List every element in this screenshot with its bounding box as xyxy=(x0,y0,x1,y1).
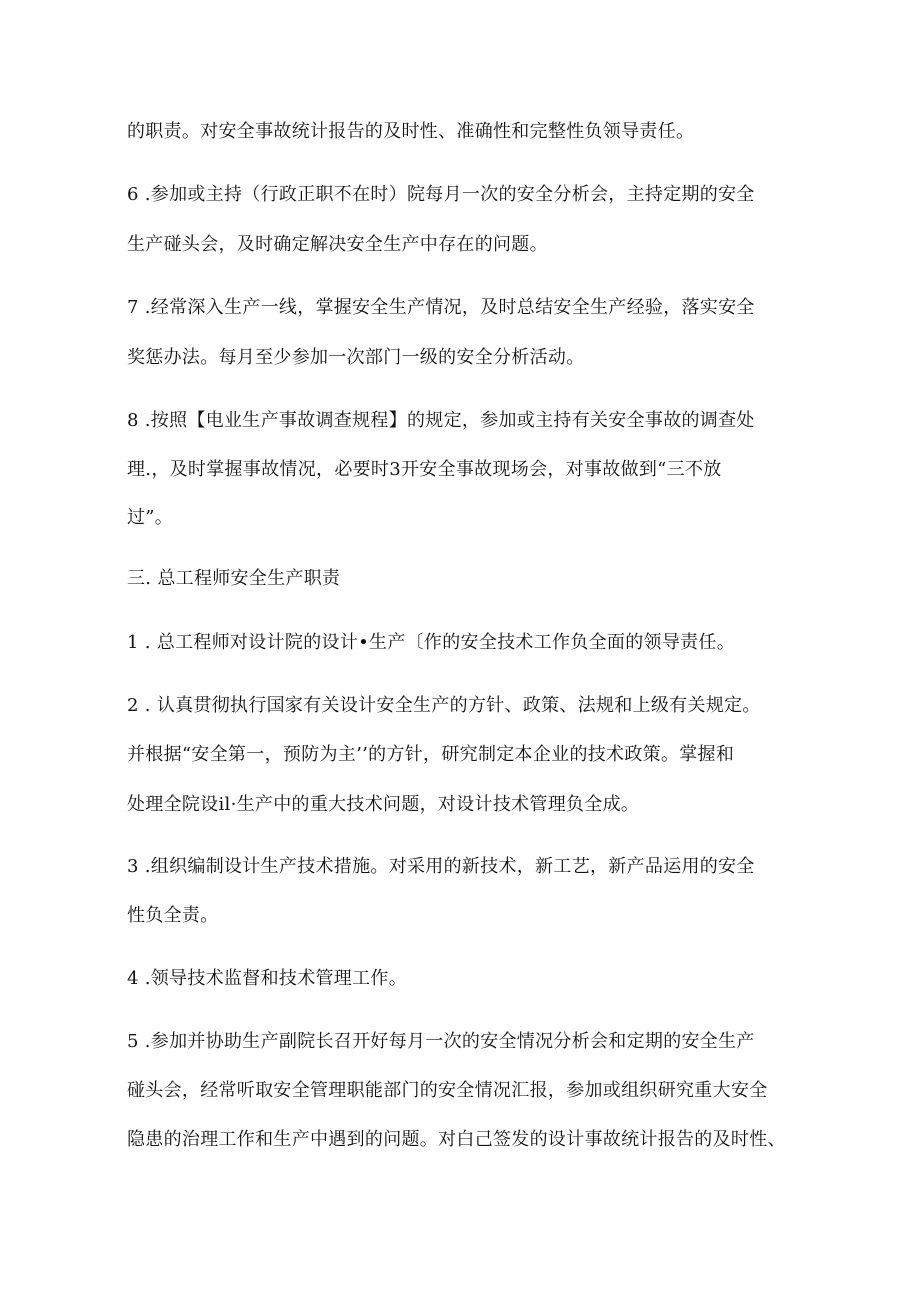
item-4-line-1: 4 .领导技术监督和技术管理工作。 xyxy=(127,968,407,989)
item-7-line-2: 奖惩办法。每月至少参加一次部门一级的安全分析活动。 xyxy=(127,347,585,368)
item-6-line-2: 生产碰头会，及时确定解决安全生产中存在的问题。 xyxy=(127,234,548,255)
section-heading: 三. 总工程师安全生产职责 xyxy=(127,568,341,589)
item-8-line-1: 8 .按照【电业生产事故调查规程】的规定，参加或主持有关安全事故的调查处 xyxy=(127,410,755,431)
item-3-line-2: 性负全责。 xyxy=(127,905,219,926)
item-1-line-1: 1 . 总工程师对设计院的设计•生产〔作的安全技术工作负全面的领导责任。 xyxy=(127,632,736,653)
item-2-line-2: 并根据“安全第一，预防为主’’的方针，研究制定本企业的技术政策。掌握和 xyxy=(127,744,735,765)
item-5-line-1: 5 .参加并协助生产副院长召开好每月一次的安全情况分析会和定期的安全生产 xyxy=(127,1031,755,1052)
item-2-line-1: 2 . 认真贯彻执行国家有关设计安全生产的方针、政策、法规和上级有关规定。 xyxy=(127,695,761,716)
item-7-line-1: 7 .经常深入生产一线，掌握安全生产情况，及时总结安全生产经验，落实安全 xyxy=(127,297,755,318)
item-8-line-2: 理.，及时掌握事故情况，必要时3开安全事故现场会，对事故做到“三不放 xyxy=(127,459,722,480)
item-8-line-3: 过”。 xyxy=(127,507,174,528)
item-2-line-3: 处理全院设il·生产中的重大技术问题，对设计技术管理负全成。 xyxy=(127,794,640,815)
paragraph-line: 的职责。对安全事故统计报告的及时性、准确性和完整性负领导责任。 xyxy=(127,121,695,142)
item-3-line-1: 3 .组织编制设计生产技术措施。对采用的新技术，新工艺，新产品运用的安全 xyxy=(127,856,755,877)
item-6-line-1: 6 .参加或主持（行政正职不在时）院每月一次的安全分析会，主持定期的安全 xyxy=(127,184,755,205)
item-5-line-2: 碰头会，经常听取安全管理职能部门的安全情况汇报，参加或组织研究重大安全 xyxy=(127,1080,768,1101)
item-5-line-3: 隐患的治理工作和生产中遇到的问题。对白己签发的设计事故统计报告的及时性、 xyxy=(127,1129,786,1150)
